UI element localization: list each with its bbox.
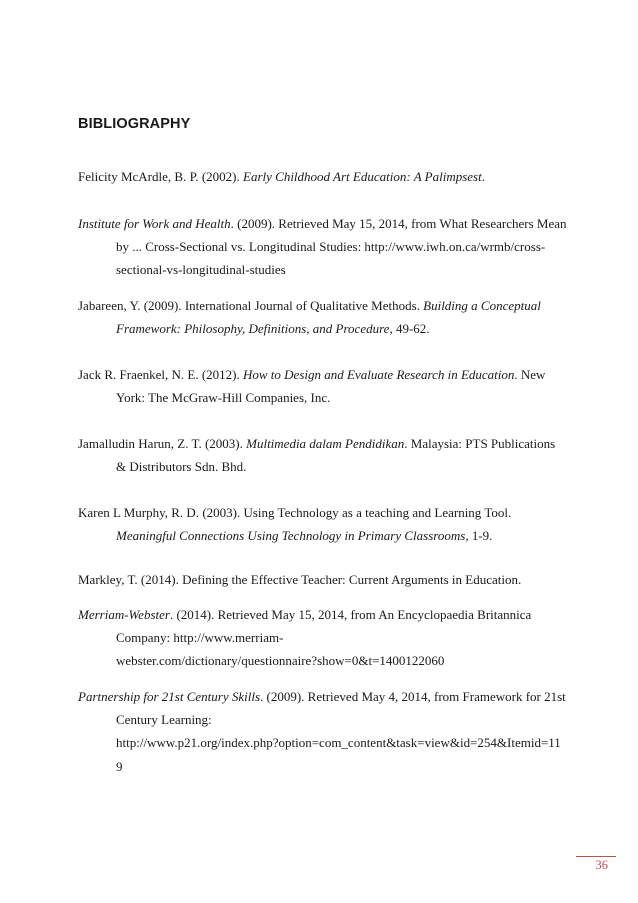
entry-title-text: Multimedia dalam Pendidikan [246, 436, 405, 451]
bibliography-heading: BIBLIOGRAPHY [78, 116, 191, 132]
bibliography-entry [78, 294, 562, 340]
entry-text: York: The McGraw-Hill Companies, Inc. [116, 390, 331, 406]
entry-text: , 49-62. [389, 321, 430, 337]
entry-text: , 1-9. [465, 528, 493, 544]
entry-title-text: Partnership for 21st Century Skills [78, 689, 260, 704]
entry-text: 9 [116, 758, 123, 774]
page-number-rule [576, 856, 616, 857]
bibliography-entry [78, 501, 562, 547]
entry-line [78, 317, 562, 340]
entry-line [78, 386, 562, 409]
entry-line [78, 626, 562, 649]
entry-text: Jabareen, Y. (2009). International Journal of Qualitative Methods. [78, 298, 424, 313]
entry-text: . (2009). Retrieved May 15, 2014, from What Researchers Mean [230, 216, 567, 231]
bibliography-entry [78, 212, 567, 282]
entry-text: Jack R. Fraenkel, N. E. (2012). [78, 367, 243, 382]
entry-line [78, 708, 562, 731]
entry-text: sectional-vs-longitudinal-studies [116, 262, 286, 278]
entry-line [78, 603, 562, 626]
bibliography-entry [78, 363, 562, 409]
entry-text: Felicity McArdle, B. P. (2002). [78, 169, 244, 184]
entry-text: . Malaysia: PTS Publications [404, 436, 556, 451]
bibliography-entry [78, 568, 562, 591]
entry-line [78, 731, 562, 754]
entry-title-text: Institute for Work and Health [78, 216, 231, 231]
entry-line [78, 685, 566, 708]
entry-title-text: Framework: Philosophy, Definitions, and Procedure [116, 321, 390, 337]
entry-text: . (2014). Retrieved May 15, 2014, from An Encyclopaedia Britannica [169, 607, 532, 622]
page-number: 36 [595, 858, 608, 872]
entry-line [78, 568, 562, 591]
entry-title-text: Meaningful Connections Using Technology in Primary Classrooms [116, 528, 466, 544]
entry-text: Markley, T. (2014). Defining the Effective Teacher: Current Arguments in Education. [78, 572, 522, 587]
entry-line [78, 258, 562, 281]
entry-text: & Distributors Sdn. Bhd. [116, 459, 247, 475]
entry-text: http://www.p21.org/index.php?option=com_content&task=view&id=254&Itemid=11 [116, 735, 561, 751]
entry-title-text: How to Design and Evaluate Research in Education [243, 367, 515, 382]
entry-line [78, 363, 562, 386]
entry-text: by ... Cross-Sectional vs. Longitudinal Studies: http://www.iwh.on.ca/wrmb/cross- [116, 239, 546, 255]
entry-line [78, 235, 562, 258]
entry-title-text: Early Childhood Art Education: A Palimpsest [243, 169, 482, 184]
entry-line [78, 165, 562, 188]
entry-line [78, 649, 562, 672]
entry-line [78, 294, 562, 317]
entry-line [78, 212, 567, 235]
entry-text: . New [514, 367, 546, 382]
bibliography-entry [78, 432, 562, 478]
bibliography-entry [78, 603, 562, 673]
bibliography-entry [78, 165, 562, 188]
entry-text: Company: http://www.merriam- [116, 630, 284, 646]
entry-line [78, 455, 562, 478]
entry-line [78, 501, 562, 524]
entry-line [78, 755, 562, 778]
entry-line [78, 432, 562, 455]
entry-title-text: Building a Conceptual [423, 298, 541, 313]
entry-text: . [481, 169, 485, 184]
entry-text: Karen L Murphy, R. D. (2003). Using Technology as a teaching and Learning Tool. [78, 505, 512, 520]
entry-text: Century Learning: [116, 712, 212, 728]
bibliography-entry [78, 685, 566, 778]
entry-text: . (2009). Retrieved May 4, 2014, from Framework for 21st [260, 689, 566, 704]
entry-text: Jamalludin Harun, Z. T. (2003). [78, 436, 247, 451]
entry-text: webster.com/dictionary/questionnaire?show=0&t=1400122060 [116, 653, 445, 669]
entry-title-text: Merriam-Webster [78, 607, 170, 622]
entry-line [78, 524, 562, 547]
